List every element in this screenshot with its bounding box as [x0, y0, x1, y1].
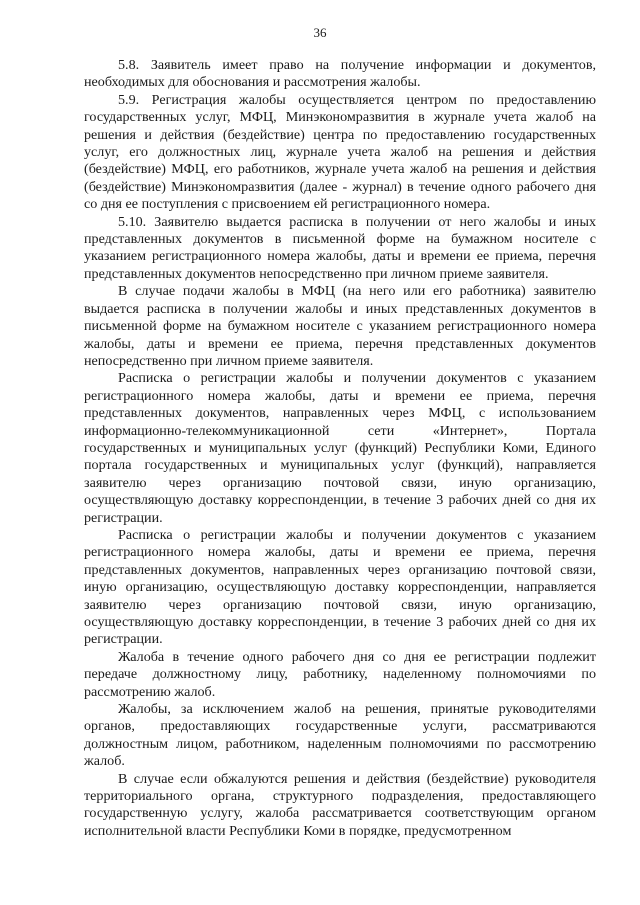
paragraph-mfc-receipt: В случае подачи жалобы в МФЦ (на него или его работника) заявителю выдается расписка в получении жалобы и иных представленных документов в письменной форме на бумажном носителе с указанием регистрационного номера жалобы, даты и времени ее приема, перечня представленных документов непосредственно при личном приеме заявителя. [84, 283, 596, 369]
paragraph-transfer: Жалоба в течение одного рабочего дня со дня ее регистрации подлежит передаче должностному лицу, работнику, наделенному полномочиями по рассмотрению жалоб. [84, 648, 596, 700]
paragraph-5-10: 5.10. Заявителю выдается расписка в получении от него жалобы и иных представленных документов в письменной форме на бумажном носителе с указанием регистрационного номера жалобы, даты и времени ее приема, перечня представленных документов непосредственно при личном приеме заявителя. [84, 213, 596, 282]
document-body [84, 57, 596, 840]
paragraph-5-8: 5.8. Заявитель имеет право на получение информации и документов, необходимых для обоснования и рассмотрения жалобы. [84, 57, 596, 91]
paragraph-5-9: 5.9. Регистрация жалобы осуществляется центром по предоставлению государственных услуг, МФЦ, Минэкономразвития в журнале учета жалоб на решения и действия (бездействие) центра по предоставлению государственных услуг, его должностных лиц, журнале учета жалоб на решения и действия (бездействие) МФЦ, его работников, журнале учета жалоб на решения и действия (бездействие) Минэкономразвития (далее - журнал) в течение одного рабочего дня со дня ее поступления с присвоением ей регистрационного номера. [84, 91, 596, 213]
paragraph-receipt-internet: Расписка о регистрации жалобы и получении документов с указанием регистрационного номера жалобы, даты и времени ее приема, перечня представленных документов, направленных через МФЦ, с использованием информационно-телекоммуникационной сети «Интернет», Портала государственных и муниципальных услуг (функций) Республики Коми, Единого портала государственных и муниципальных услуг (функций), направляется заявителю через организацию почтовой связи, иную организацию, осуществляющую доставку корреспонденции, в течение 3 рабочих дней со дня их регистрации. [84, 370, 596, 526]
paragraph-review: Жалобы, за исключением жалоб на решения, принятые руководителями органов, предоставляющих государственные услуги, рассматриваются должностным лицом, работником, наделенным полномочиями по рассмотрению жалоб. [84, 701, 596, 770]
page-number: 36 [313, 25, 327, 40]
paragraph-territorial: В случае если обжалуются решения и действия (бездействие) руководителя территориального органа, структурного подразделения, предоставляющего государственную услугу, жалоба рассматривается соответствующим органом исполнительной власти Республики Коми в порядке, предусмотренном [84, 770, 596, 839]
paragraph-receipt-postal: Расписка о регистрации жалобы и получении документов с указанием регистрационного номера жалобы, даты и времени ее приема, перечня представленных документов, направленных через организацию почтовой связи, иную организацию, осуществляющую доставку корреспонденции, направляется заявителю через организацию почтовой связи, иную организацию, осуществляющую доставку корреспонденции, в течение 3 рабочих дней со дня их регистрации. [84, 526, 596, 648]
